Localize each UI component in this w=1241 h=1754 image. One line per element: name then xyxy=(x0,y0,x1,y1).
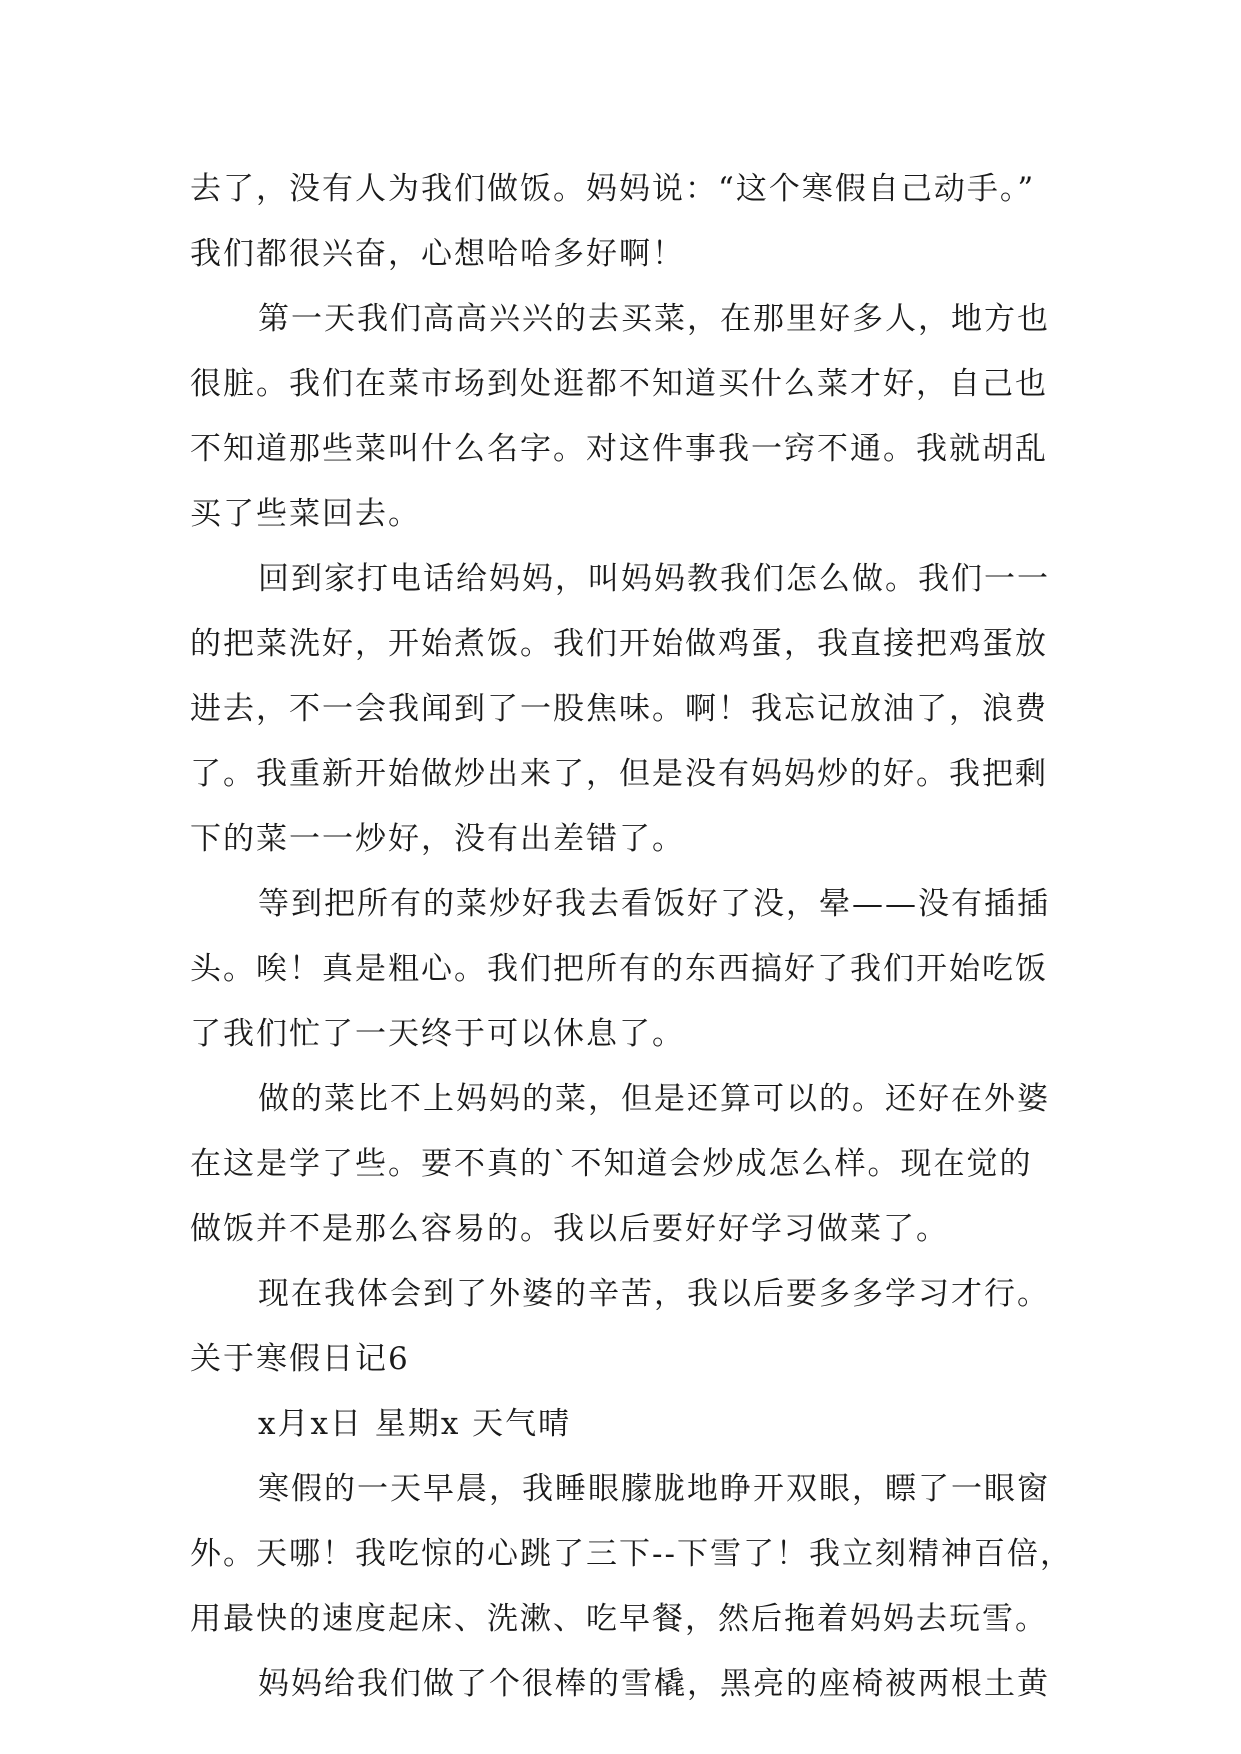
text-line: 用最快的速度起床、洗漱、吃早餐，然后拖着妈妈去玩雪。 xyxy=(190,1601,1048,1637)
text-line: 回到家打电话给妈妈，叫妈妈教我们怎么做。我们一一 xyxy=(258,561,1050,597)
text-line: 等到把所有的菜炒好我去看饭好了没，晕——没有插插 xyxy=(258,886,1050,922)
text-line: 买了些菜回去。 xyxy=(190,496,421,532)
text-line: 外。天哪！我吃惊的心跳了三下--下雪了！我立刻精神百倍， xyxy=(190,1536,1073,1572)
text-line: 头。唉！真是粗心。我们把所有的东西搞好了我们开始吃饭 xyxy=(190,951,1048,987)
text-line: 了我们忙了一天终于可以休息了。 xyxy=(190,1016,685,1052)
text-line: 的把菜洗好，开始煮饭。我们开始做鸡蛋，我直接把鸡蛋放 xyxy=(190,626,1048,662)
text-line: 我们都很兴奋，心想哈哈多好啊！ xyxy=(190,236,685,272)
document-body xyxy=(190,157,1073,1717)
text-line: 做的菜比不上妈妈的菜，但是还算可以的。还好在外婆 xyxy=(258,1081,1050,1117)
text-line: 进去，不一会我闻到了一股焦味。啊！我忘记放油了，浪费 xyxy=(190,691,1048,727)
text-line: 妈妈给我们做了个很棒的雪橇，黑亮的座椅被两根土黄 xyxy=(258,1666,1050,1702)
text-line: x月x日 星期x 天气晴 xyxy=(258,1406,572,1442)
text-line: 关于寒假日记6 xyxy=(190,1341,410,1377)
text-line: 了。我重新开始做炒出来了，但是没有妈妈炒的好。我把剩 xyxy=(190,756,1048,792)
text-line: 在这是学了些。要不真的`不知道会炒成怎么样。现在觉的 xyxy=(190,1146,1033,1182)
text-line: 去了，没有人为我们做饭。妈妈说：“这个寒假自己动手。” xyxy=(190,171,1036,207)
text-line: 第一天我们高高兴兴的去买菜，在那里好多人，地方也 xyxy=(258,301,1050,337)
text-line: 很脏。我们在菜市场到处逛都不知道买什么菜才好，自己也 xyxy=(190,366,1048,402)
text-line: 现在我体会到了外婆的辛苦，我以后要多多学习才行。 xyxy=(258,1276,1050,1312)
text-line: 寒假的一天早晨，我睡眼朦胧地睁开双眼，瞟了一眼窗 xyxy=(258,1471,1050,1507)
text-line: 做饭并不是那么容易的。我以后要好好学习做菜了。 xyxy=(190,1211,949,1247)
text-line: 下的菜一一炒好，没有出差错了。 xyxy=(190,821,685,857)
text-line: 不知道那些菜叫什么名字。对这件事我一窍不通。我就胡乱 xyxy=(190,431,1048,467)
